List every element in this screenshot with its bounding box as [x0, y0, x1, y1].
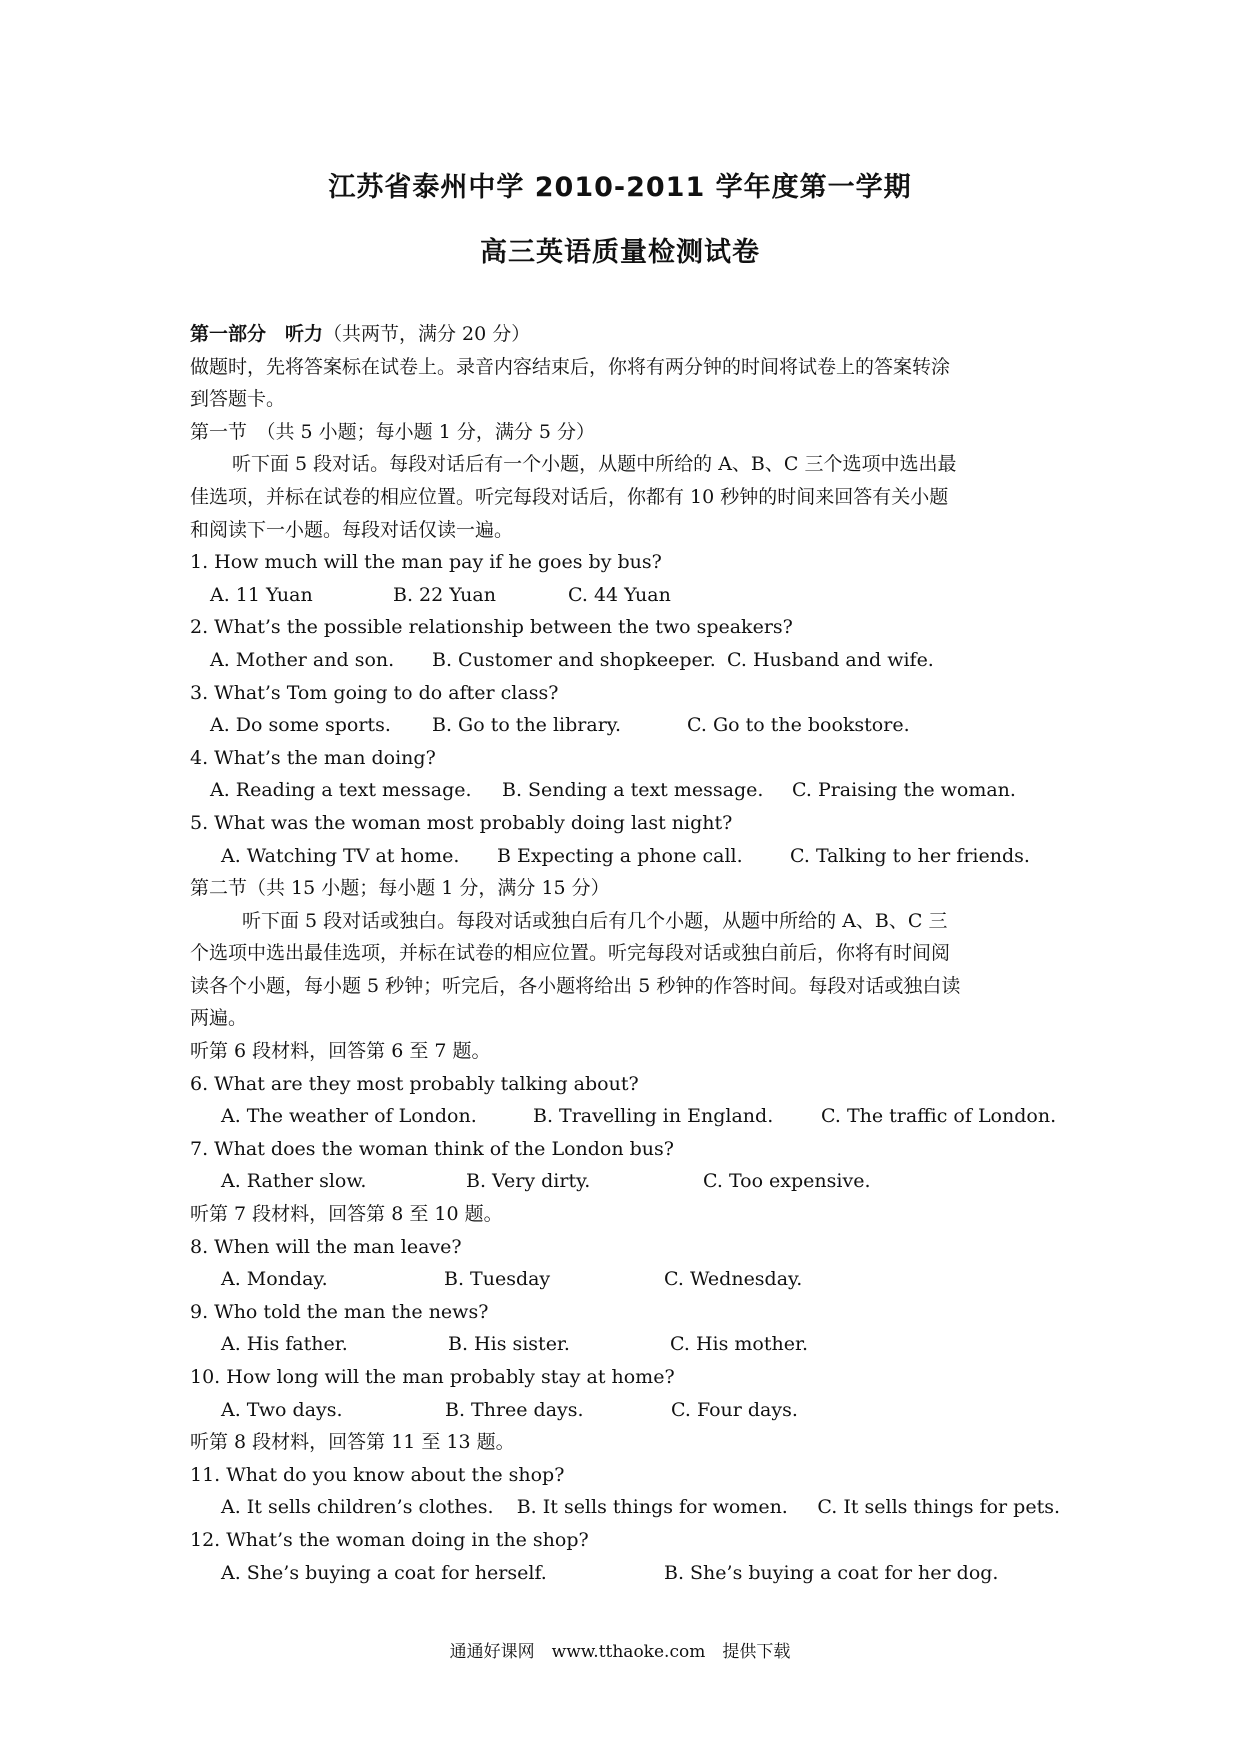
option-c: C. Too expensive.: [703, 1170, 871, 1193]
part1-title: 第一部分 听力: [190, 323, 324, 345]
question-6-options: [190, 1100, 1060, 1133]
material-7-heading: 听第 7 段材料，回答第 8 至 10 题。: [190, 1203, 503, 1226]
option-c: C. Husband and wife.: [727, 648, 934, 671]
option-b: B. Three days.: [445, 1398, 584, 1421]
section1-instruction: 听下面 5 段对话。每段对话后有一个小题，从题中所给的 A、B、C 三个选项中选出最: [232, 453, 957, 476]
option-a: A. Watching TV at home.: [221, 844, 460, 867]
option-c: C. The traffic of London.: [821, 1105, 1057, 1128]
question-8-options: [190, 1263, 1060, 1296]
section2-heading: 第二节（共 15 小题；每小题 1 分，满分 15 分）: [190, 877, 610, 900]
question-4: 4. What’s the man doing?: [190, 746, 436, 769]
exam-title: 江苏省泰州中学 2010-2011 学年度第一学期: [328, 172, 912, 203]
question-2-options: [190, 644, 1060, 677]
question-9-options: [190, 1328, 1060, 1361]
option-a: A. Reading a text message.: [210, 779, 472, 802]
material-6-heading: 听第 6 段材料，回答第 6 至 7 题。: [190, 1040, 491, 1063]
question-1: 1. How much will the man pay if he goes by bus?: [190, 551, 662, 574]
option-c: C. 44 Yuan: [568, 583, 671, 606]
question-5: 5. What was the woman most probably doing last night?: [190, 811, 733, 834]
option-b: B. 22 Yuan: [393, 583, 496, 606]
question-11: 11. What do you know about the shop?: [190, 1463, 565, 1486]
option-a: A. It sells children’s clothes.: [221, 1496, 494, 1519]
option-c: C. Four days.: [671, 1398, 798, 1421]
question-11-options: [190, 1491, 1060, 1524]
option-c: C. Go to the bookstore.: [687, 714, 910, 737]
question-12: 12. What’s the woman doing in the shop?: [190, 1528, 589, 1551]
question-1-options: [190, 579, 1060, 612]
option-c: C. His mother.: [670, 1333, 808, 1356]
option-b: B. Go to the library.: [432, 714, 622, 737]
question-10-options: [190, 1394, 1060, 1427]
question-3: 3. What’s Tom going to do after class?: [190, 681, 559, 704]
part1-score: （共两节，满分 20 分）: [323, 323, 531, 345]
question-7-options: [190, 1165, 1060, 1198]
question-9: 9. Who told the man the news?: [190, 1300, 489, 1323]
option-a: A. She’s buying a coat for herself.: [221, 1561, 547, 1584]
question-8: 8. When will the man leave?: [190, 1235, 462, 1258]
option-c: C. It sells things for pets.: [817, 1496, 1060, 1519]
option-b: B. His sister.: [448, 1333, 570, 1356]
exam-content: [190, 318, 1060, 1589]
option-a: A. The weather of London.: [221, 1105, 477, 1128]
material-8-heading: 听第 8 段材料，回答第 11 至 13 题。: [190, 1431, 515, 1454]
question-10: 10. How long will the man probably stay at home?: [190, 1366, 675, 1388]
option-a: A. Do some sports.: [210, 714, 391, 737]
question-4-options: [190, 774, 1060, 807]
option-b: B. Travelling in England.: [533, 1105, 774, 1128]
option-c: C. Wednesday.: [664, 1268, 803, 1291]
option-c: C. Talking to her friends.: [790, 844, 1030, 867]
question-12-options: [190, 1557, 1060, 1590]
part1-instruction: 到答题卡。: [190, 388, 286, 411]
part1-instruction: 做题时，先将答案标在试卷上。录音内容结束后，你将有两分钟的时间将试卷上的答案转涂: [190, 355, 951, 378]
option-b: B. She’s buying a coat for her dog.: [664, 1561, 999, 1584]
option-c: C. Praising the woman.: [792, 779, 1016, 802]
question-7: 7. What does the woman think of the London bus?: [190, 1137, 674, 1160]
option-a: A. Rather slow.: [221, 1170, 367, 1193]
section2-instruction: 听下面 5 段对话或独白。每段对话或独白后有几个小题，从题中所给的 A、B、C 三: [242, 909, 948, 932]
option-b: B. It sells things for women.: [516, 1496, 788, 1519]
section1-instruction: 和阅读下一小题。每段对话仅读一遍。: [190, 518, 514, 541]
section1-heading: 第一节 （共 5 小题；每小题 1 分，满分 5 分）: [190, 420, 596, 443]
option-b: B. Sending a text message.: [502, 779, 764, 802]
exam-subtitle: 高三英语质量检测试卷: [480, 237, 760, 268]
section2-instruction: 读各个小题，每小题 5 秒钟；听完后，各小题将给出 5 秒钟的作答时间。每段对话或独白读: [190, 974, 961, 997]
option-a: A. Mother and son.: [210, 648, 395, 671]
option-b: B Expecting a phone call.: [497, 844, 743, 867]
option-a: A. Monday.: [221, 1268, 328, 1291]
section2-instruction: 两遍。: [190, 1007, 248, 1030]
option-b: B. Customer and shopkeeper.: [432, 648, 716, 671]
section2-instruction: 个选项中选出最佳选项，并标在试卷的相应位置。听完每段对话或独白前后，你将有时间阅: [190, 942, 951, 965]
question-3-options: [190, 709, 1060, 742]
option-a: A. 11 Yuan: [210, 583, 313, 606]
option-b: B. Very dirty.: [466, 1170, 591, 1193]
part1-heading: [190, 318, 1060, 351]
page-footer: 通通好课网 www.tthaoke.com 提供下载: [449, 1642, 791, 1662]
question-5-options: [190, 840, 1060, 873]
question-2: 2. What’s the possible relationship between the two speakers?: [190, 616, 793, 639]
option-a: A. His father.: [221, 1333, 348, 1356]
option-b: B. Tuesday: [444, 1268, 551, 1291]
section1-instruction: 佳选项，并标在试卷的相应位置。听完每段对话后，你都有 10 秒钟的时间来回答有关小题: [190, 485, 949, 508]
question-6: 6. What are they most probably talking about?: [190, 1072, 639, 1095]
option-a: A. Two days.: [221, 1398, 343, 1421]
